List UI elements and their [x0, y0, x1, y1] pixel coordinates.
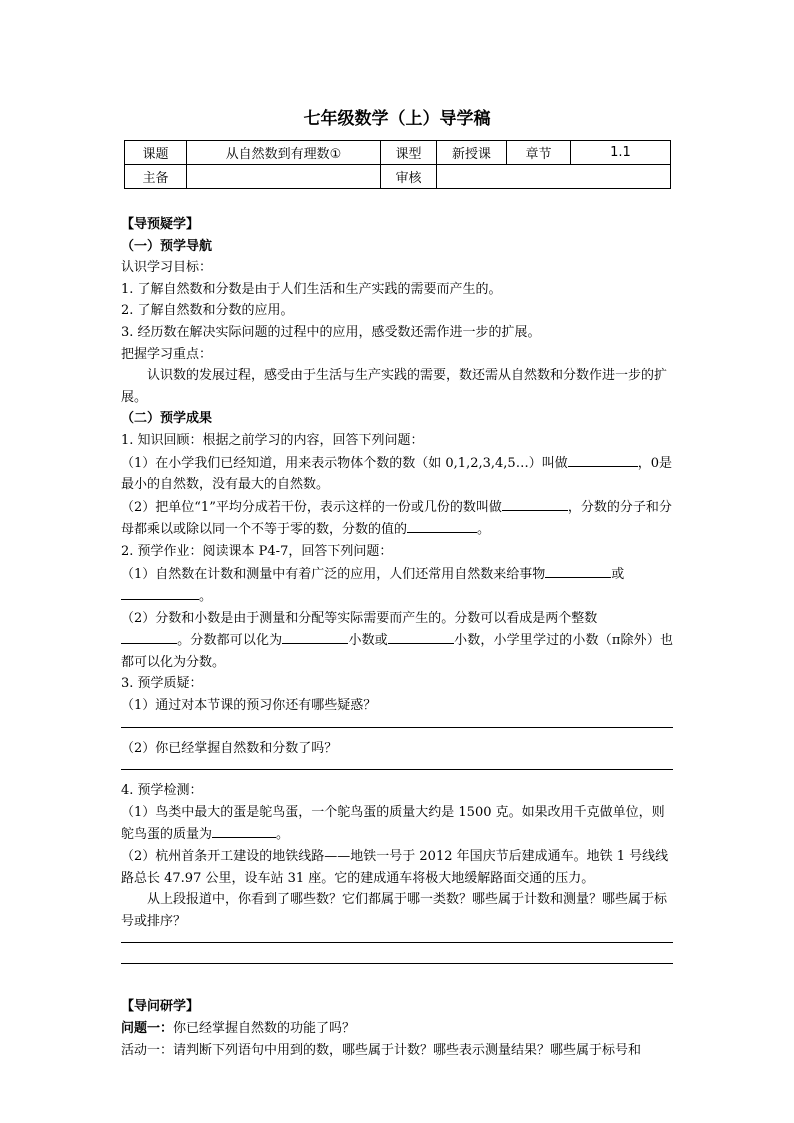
review-q2-text-mid: ，分数的分子和分母都乘以或除以同一个不等于零的数，分数的值的: [121, 499, 672, 538]
answer-line[interactable]: [121, 759, 673, 770]
check-question-2-follow: 从上段报道中，你看到了哪些数？它们都属于哪一类数？哪些属于计数和测量？哪些属于标号或排序？: [121, 892, 668, 929]
hw-q2-text-d: 小数，小学里学过的小数（π除外）也都可以化为分数。: [121, 633, 673, 670]
homework-question-2: [121, 608, 673, 674]
goal-item: 2. 了解自然数和分数的应用。: [121, 303, 294, 319]
part1-heading: （一）预学导航: [121, 238, 213, 254]
review-q1-text-end: ，0是最小的自然数，没有最大的自然数。: [121, 455, 672, 493]
doubt-label: 3. 预学质疑：: [121, 676, 203, 692]
answer-blank[interactable]: [282, 629, 348, 644]
answer-blank[interactable]: [407, 518, 477, 533]
answer-blank[interactable]: [502, 496, 568, 511]
question-1-text: 你已经掌握自然数的功能了吗？: [173, 1021, 356, 1036]
check-question-2: （2）杭州首条开工建设的地铁线路——地铁一号于 2012 年国庆节后建成通车。地铁 1 号线线路总长 47.97 公里，设车站 31 座。它的建成通车将极大地缓解路面交通的压力。: [121, 849, 669, 886]
question-1: [121, 1018, 673, 1040]
answer-blank[interactable]: [121, 629, 177, 644]
review-question-2: [121, 496, 673, 541]
answer-blank[interactable]: [568, 452, 638, 467]
hw-q1-text-end: 。: [199, 589, 213, 605]
spacer: [121, 974, 673, 996]
key-label: 把握学习重点：: [121, 346, 213, 362]
question-1-label: 问题一：: [121, 1021, 174, 1036]
reviewer-label: 审核: [381, 165, 437, 189]
review-question-1: [121, 452, 673, 496]
preparer-label: 主备: [125, 165, 187, 189]
part2-heading: （二）预学成果: [121, 411, 213, 427]
topic-label: 课题: [125, 141, 187, 165]
main-content: [121, 214, 673, 1061]
answer-line[interactable]: [121, 932, 673, 943]
key-text-content: 认识数的发展过程，感受由于生活与生产实践的需要，数还需从自然数和分数作进一步的扩展。: [121, 368, 668, 405]
hw-q2-text-c: 小数或: [348, 633, 388, 649]
type-value: 新授课: [437, 141, 507, 165]
activity-1: 活动一：请判断下列语句中用到的数，哪些属于计数？哪些表示测量结果？哪些属于标号和: [121, 1042, 642, 1058]
chapter-label: 章节: [507, 141, 571, 165]
info-table: [124, 140, 671, 189]
hw-q1-text: （1）自然数在计数和测量中有着广泛的应用，人们还常用自然数来给事物: [121, 566, 546, 582]
check-q1-text: （1）鸟类中最大的蛋是鸵鸟蛋，一个鸵鸟蛋的质量大约是 1500 克。如果改用千克做单位，则鸵鸟蛋的质量为: [121, 804, 665, 843]
hw-q1-text-mid: 或: [611, 566, 625, 582]
review-label: 1. 知识回顾：根据之前学习的内容，回答下列问题：: [121, 432, 424, 448]
answer-line[interactable]: [121, 717, 673, 728]
reviewer-value: [437, 165, 671, 189]
check-q1-text-end: 。: [276, 827, 290, 843]
info-row-1: [125, 141, 671, 165]
goal-item: 1. 了解自然数和分数是由于人们生活和生产实践的需要而产生的。: [121, 281, 502, 297]
page-title: 七年级数学（上）导学稿: [303, 109, 491, 129]
answer-line[interactable]: [121, 953, 673, 964]
section-heading-inquiry: 【导问研学】: [121, 999, 200, 1015]
check-label: 4. 预学检测：: [121, 783, 203, 799]
answer-blank[interactable]: [121, 585, 199, 600]
review-q1-text: （1）在小学我们已经知道，用来表示物体个数的数（如 0,1,2,3,4,5…）叫做: [121, 455, 568, 471]
answer-blank[interactable]: [545, 563, 611, 578]
homework-question-1: [121, 563, 673, 608]
goal-item: 3. 经历数在解决实际问题的过程中的应用，感受数还需作进一步的扩展。: [121, 324, 541, 340]
homework-label: 2. 预学作业：阅读课本 P4-7，回答下列问题：: [121, 543, 393, 559]
hw-q2-text-b: 。分数都可以化为: [177, 633, 283, 649]
info-row-2: [125, 165, 671, 189]
goals-label: 认识学习目标：: [121, 260, 213, 276]
preparer-value: [187, 165, 381, 189]
doubt-question-1: （1）通过对本节课的预习你还有哪些疑惑？: [121, 698, 377, 714]
review-q2-text-end: 。: [477, 522, 491, 538]
doubt-question-2: （2）你已经掌握自然数和分数了吗？: [121, 740, 338, 756]
section-heading-preview: 【导预疑学】: [121, 217, 200, 232]
check-question-1: [121, 802, 673, 846]
topic-value: 从自然数到有理数①: [187, 141, 381, 165]
key-text: [121, 365, 673, 408]
answer-blank[interactable]: [212, 823, 276, 838]
review-q2-text: （2）把单位“1”平均分成若干份，表示这样的一份或几份的数叫做: [121, 499, 502, 515]
chapter-value: 1.1: [571, 141, 671, 165]
answer-blank[interactable]: [388, 629, 454, 644]
hw-q2-text: （2）分数和小数是由于测量和分配等实际需要而产生的。分数可以看成是两个整数: [121, 610, 598, 626]
type-label: 课型: [381, 141, 437, 165]
